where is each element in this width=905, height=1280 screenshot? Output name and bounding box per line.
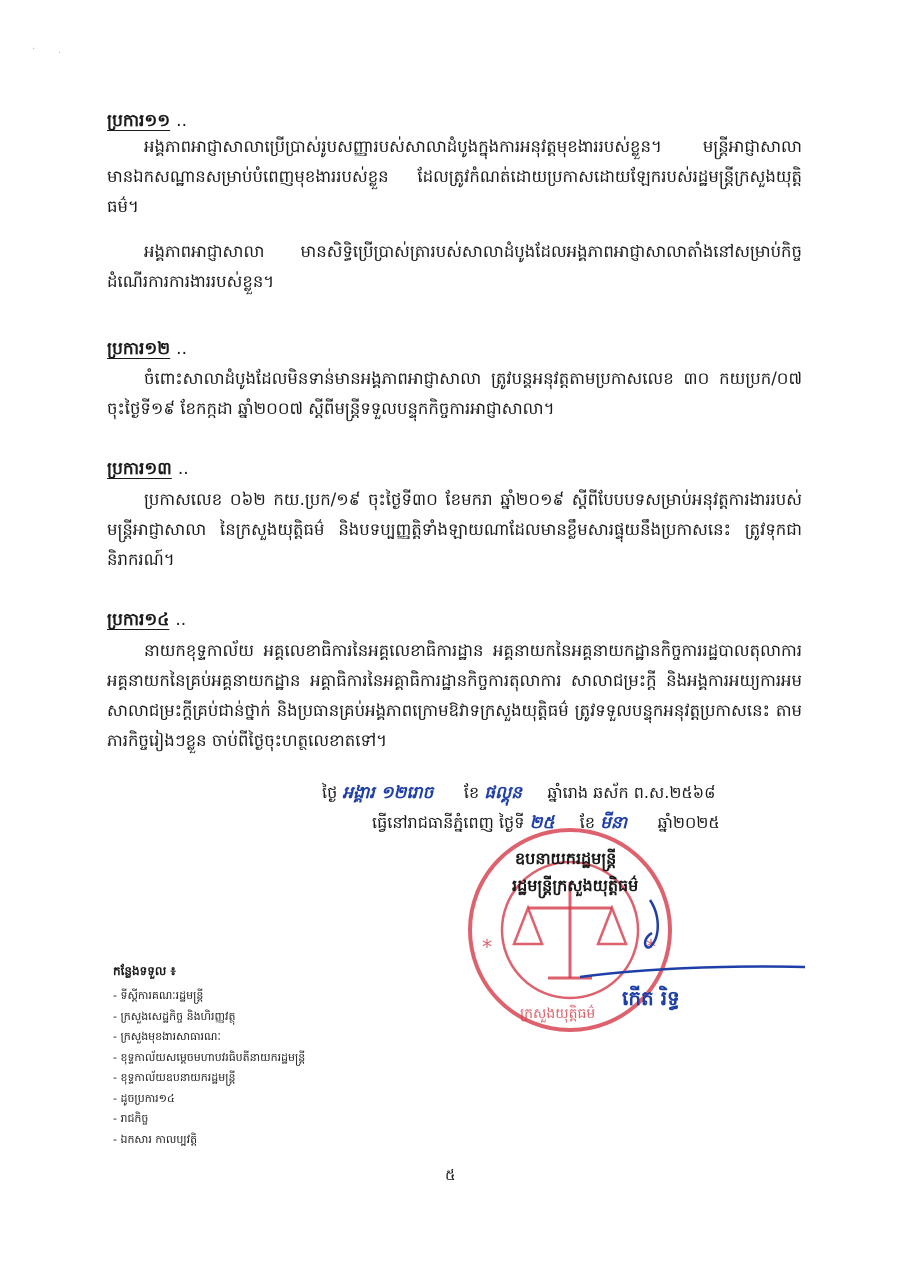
- lunar-month-value: ផល្គុន: [484, 783, 522, 803]
- handwritten-signature-icon: [560, 895, 810, 985]
- list-item: - រាជកិច្ច: [113, 1112, 149, 1125]
- signer-title-1: ឧបនាយករដ្ឋមន្ត្រី: [515, 849, 617, 868]
- article-heading-label: ប្រការ១២: [107, 339, 171, 359]
- solar-year: ឆ្នាំ២០២៥: [657, 813, 720, 832]
- article-13-paragraph-1: ប្រកាសលេខ ០៦២ កយ.ប្រក/១៩ ចុះថ្ងៃទី៣០ ខែមករា ឆ្នាំ២០១៩ ស្ដីពីបែបបទសម្រាប់អនុវត្តការងាររបស់មន្ត្រីអាជ្ញាសាលា នៃក្រសួងយុត្តិធម៌ និងបទប្បញ្ញត្តិទាំងឡាយណាដែលមានខ្លឹមសារផ្ទុយនឹងប្រកាសនេះ ត្រូវទុកជានិរាករណ៍។: [107, 490, 802, 569]
- signer-name: កើត រិទ្ធ: [622, 986, 680, 1010]
- list-item: - ដូចប្រការ១៤: [113, 1091, 175, 1105]
- recipients-title: កន្លែងទទួល ៖: [113, 964, 176, 978]
- solar-day-value: ២៥: [529, 813, 555, 833]
- article-14-paragraph-1: នាយកខុទ្ទកាល័យ អគ្គលេខាធិការនៃអគ្គលេខាធិការដ្ឋាន អគ្គនាយកនៃអគ្គនាយកដ្ឋានកិច្ចការរដ្ឋបាលតុលាការ អគ្គនាយកនៃគ្រប់អគ្គនាយកដ្ឋាន អគ្គាធិការនៃអគ្គាធិការដ្ឋានកិច្ចការតុលាការ សាលាជម្រះក្ដី និងអង្គការអយ្យការអមសាលាជម្រះក្ដីគ្រប់ជាន់ថ្នាក់ និងប្រធានគ្រប់អង្គភាពក្រោមឱវាទក្រសួងយុត្តិធម៌ ត្រូវទទួលបន្ទុកអនុវត្តប្រកាសនេះ តាមភារកិច្ចរៀងៗខ្លួន ចាប់ពីថ្ងៃចុះហត្ថលេខាតទៅ។: [107, 641, 802, 750]
- heading-dots: ..: [177, 459, 189, 479]
- solar-month-value: មីនា: [600, 813, 628, 833]
- article-13-heading: [107, 458, 189, 483]
- lunar-day-label: ថ្ងៃ: [322, 783, 338, 802]
- place-date-label: ធ្វើនៅរាជធានីភ្នំពេញ ថ្ងៃទី: [372, 813, 525, 832]
- article-14-heading: [107, 609, 186, 634]
- list-item: - ទីស្ដីការគណៈរដ្ឋមន្ត្រី: [113, 989, 204, 1002]
- article-12-paragraph-1: ចំពោះសាលាដំបូងដែលមិនទាន់មានអង្គភាពអាជ្ញាសាលា ត្រូវបន្តអនុវត្តតាមប្រកាសលេខ ៣០ កយប្រក/០៧ ចុះថ្ងៃទី១៩ ខែកក្កដា ឆ្នាំ២០០៧ ស្ដីពីមន្ត្រីទទួលបន្ទុកកិច្ចការអាជ្ញាសាលា។: [107, 369, 802, 418]
- heading-dots: ..: [176, 111, 187, 131]
- stamp-label: ក្រសួងយុត្តិធម៌: [520, 1006, 596, 1022]
- scan-speck: ·: [32, 44, 36, 55]
- lunar-day-value: អង្គារ ១២រោច: [342, 783, 434, 803]
- article-11-paragraph-1: អង្គភាពអាជ្ញាសាលាប្រើប្រាស់រូបសញ្ញារបស់សាលាដំបូងក្នុងការអនុវត្តមុខងាររបស់ខ្លួន។ មន្ត្រីអាជ្ញាសាលាមានឯកសណ្ឋានសម្រាប់បំពេញមុខងាររបស់ខ្លួន ដែលត្រូវកំណត់ដោយប្រកាសដោយឡែករបស់រដ្ឋមន្ត្រីក្រសួងយុត្តិធម៌។: [107, 137, 802, 216]
- list-item: - ឯកសារ កាលប្បវត្តិ: [113, 1132, 198, 1146]
- article-heading-label: ប្រការ១៤: [107, 610, 170, 630]
- lunar-month-label: ខែ: [463, 783, 480, 802]
- list-item: - ខុទ្ទកាល័យឧបនាយករដ្ឋមន្ត្រី: [113, 1071, 236, 1084]
- list-item: - ខុទ្ទកាល័យសម្ដេចមហាបវរធិបតីនាយករដ្ឋមន្ត្រី: [113, 1050, 306, 1064]
- scan-speck: ·: [58, 48, 62, 59]
- article-11-paragraph-2: អង្គភាពអាជ្ញាសាលា មានសិទ្ធិប្រើប្រាស់ត្រារបស់សាលាដំបូងដែលអង្គភាពអាជ្ញាសាលាតាំងនៅសម្រាប់កិច្ចដំណើរការការងាររបស់ខ្លួន។: [107, 242, 802, 291]
- article-12-heading: [107, 338, 187, 363]
- signer-title-2: រដ្ឋមន្ត្រីក្រសួងយុត្តិធម៌: [512, 876, 639, 895]
- solar-month-label: ខែ: [579, 813, 596, 832]
- heading-dots: ..: [176, 339, 187, 359]
- svg-text:*: *: [482, 935, 492, 959]
- article-heading-label: ប្រការ១១: [107, 111, 171, 131]
- lunar-date-line: [322, 782, 715, 807]
- heading-dots: ..: [175, 610, 187, 630]
- list-item: - ក្រសួងសេដ្ឋកិច្ច និងហិរញ្ញវត្ថុ: [113, 1009, 236, 1023]
- page-number: ៥: [445, 1166, 456, 1184]
- svg-text:*: *: [646, 935, 656, 959]
- list-item: - ក្រសួងមុខងារសាធារណៈ: [113, 1030, 221, 1043]
- article-heading-label: ប្រការ១៣: [107, 459, 172, 479]
- lunar-year: ឆ្នាំរោង ឆស័ក ព.ស.២៥៦៨: [547, 783, 716, 802]
- recipients-list: [113, 986, 305, 1150]
